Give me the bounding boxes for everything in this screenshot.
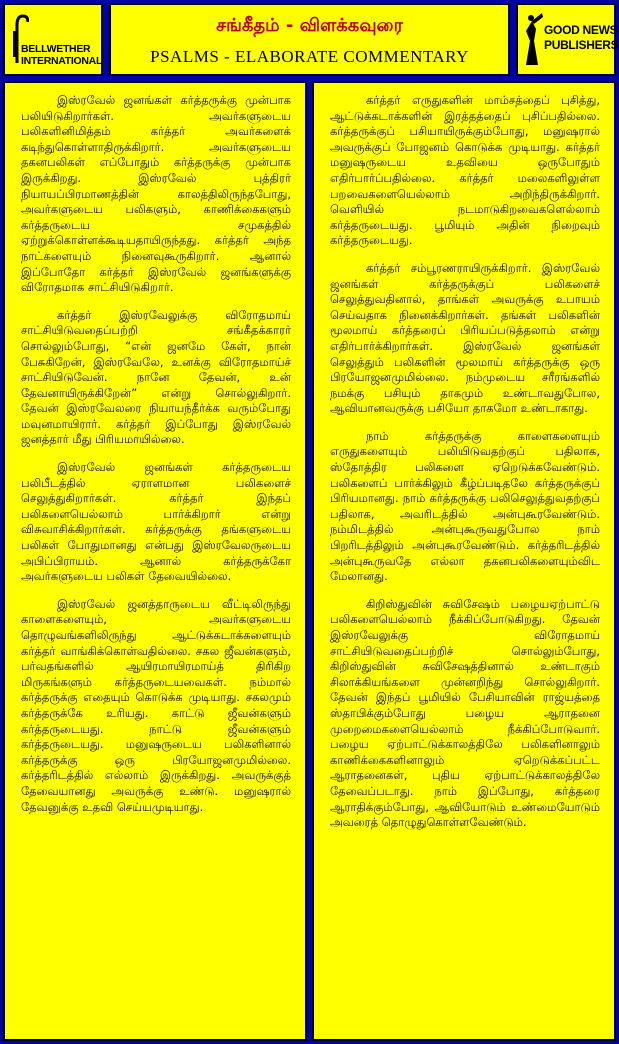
logo-good-news bbox=[516, 3, 619, 76]
logo-left-line1: BELLWETHER bbox=[21, 43, 91, 55]
logo-bellwether bbox=[3, 3, 103, 76]
left-column bbox=[3, 81, 307, 1041]
title-english: PSALMS - ELABORATE COMMENTARY bbox=[150, 47, 469, 66]
paragraph: கர்த்தர் எருதுகளின் மாம்சத்தைப் புசித்து, ஆட்டுக்கடாக்களின் இரத்தத்தைப் புசிப்பதில்லை. கர்த்தருக்குப் பசியாயிருக்கும்போது, மனுஷரால் அவருக்குப் போஜனம் கொடுக்க முடியாது. கர்த்தர் மனுஷருடைய உதவியை ஒருபோதும் எதிர்பார்ப்பதில்லை. கர்த்தர் மலைகளிலுள்ள பறவைகளையெல்லாம் அறிந்திருக்கிறார். வெளியில் நடமாடுகிறவைகளெல்லாம் கர்த்தருடையது. பூமியும் அதின் நிறைவும் கர்த்தருடையது. bbox=[330, 93, 600, 248]
logo-left-line2: INTERNATIONAL bbox=[21, 55, 103, 67]
logo-right-line1: GOOD NEWS bbox=[544, 23, 618, 37]
logo-right-text bbox=[544, 23, 618, 53]
paragraph: இஸ்ரவேல் ஜனங்கள் கர்த்தருடைய பலிபீடத்தில் ஏராளமான பலிகளைச் செலுத்துகிறார்கள். கர்த்தர் இந்தப் பலிகளையெல்லாம் பார்க்கிறார் என்று விசுவாசிக்கிறார்கள். கர்த்தருக்கு தங்களுடைய பலிகள் போதுமானது என்பது இஸ்ரவேலருடைய அபிப்பிராயம். ஆனால் கர்த்தருக்கோ அவர்களுடைய பலிகள் தேவையில்லை. bbox=[21, 460, 291, 584]
title-tamil: சங்கீதம் - விளக்கவுரை bbox=[216, 15, 403, 36]
trumpet-angel-icon bbox=[522, 11, 544, 67]
paragraph: கிறிஸ்துவின் சுவிசேஷம் பழையஏற்பாட்டு பலிகளையெல்லாம் நீக்கிப்போடுகிறது. தேவன் இஸ்ரவேலுக்கு விரோதமாய் சாட்சியிடுவதைப்பற்றிச் சொல்லும்போது, கிறிஸ்துவின் சுவிசேஷத்தினால் உண்டாகும் சிலாக்கியங்களை முன்னறிந்து சொல்லுகிறார். தேவன் இந்தப் பூமியில் பேசியாவின் ராஜ்யத்தை ஸ்தாபிக்கும்போது பழைய ஆராதனை முறைமைகளையெல்லாம் நீக்கிப்போடுவார். பழைய ஏற்பாட்டுக்காலத்திலே பலிகளினாலும் காணிக்கைகளினாலும் ஏறெடுக்கப்பட்ட ஆராதனைகள், புதிய ஏற்பாட்டுக்காலத்திலே தேவைப்படாது. நாம் இப்போது, கர்த்தரை ஆராதிக்கும்போது, ஆவியோடும் உண்மையோடும் அவரைத் தொழுதுகொள்ளவேண்டும். bbox=[330, 596, 600, 830]
logo-right-line2: PUBLISHERS bbox=[544, 38, 619, 52]
logo-left-text bbox=[21, 43, 102, 67]
page-header bbox=[109, 3, 510, 76]
paragraph: கர்த்தர் சம்பூரணராயிருக்கிறார். இஸ்ரவேல் ஜனங்கள் கர்த்தருக்குப் பலிகளைச் செலுத்துவதினால், தாங்கள் அவருக்கு உபாயம் செய்வதாக நினைக்கிறார்கள். தங்கள் பலிகளின் மூலமாய் கர்த்தரைப் பிரியப்படுத்தலாம் என்று எதிர்பார்க்கிறார்கள். இஸ்ரவேல் ஜனங்கள் செலுத்தும் பலிகளின் மூலமாய் கர்த்தருக்கு ஒரு பிரயோஜனமுமில்லை. நம்முடைய சரீரங்களில் நமக்கு பசியும் தாகமும் உண்டாவதுபோல, ஆவியானவருக்கு பசியோ தாகமோ உண்டாகாது. bbox=[330, 260, 600, 416]
paragraph: கர்த்தர் இஸ்ரவேலுக்கு விரோதமாய் சாட்சியிடுவதைப்பற்றி சங்கீதக்காரர் சொல்லும்போது, “என் ஜனமே கேள், நான் பேசுகிறேன், இஸ்ரவேலே, உனக்கு விரோதமாய்ச் சாட்சியிடுவேன். நானே தேவன், உன் தேவனாயிருக்கிறேன்” என்று சொல்லுகிறார். தேவன் இஸ்ரவேலரை நியாயந்தீர்க்க வரும்போது மவுனமாயிரார். கர்த்தர் இப்போது இஸ்ரவேல் ஜனத்தார் மீது பிரியமாயில்லை. bbox=[21, 307, 291, 447]
paragraph: நாம் கர்த்தருக்கு காளைகளையும் எருதுகளையும் பலியிடுவதற்குப் பதிலாக, ஸ்தோத்திர பலிகளை ஏறெடுக்கவேண்டும். பலிகளைப் பார்க்கிலும் கீழ்ப்படிதலே கர்த்தருக்குப் பிரியமானது. நாம் கர்த்தருக்கு பலிசெலுத்துவதற்குப் பதிலாக, அவரிடத்தில் அன்புகூரவேண்டும். நம்மிடத்தில் அன்புகூருவதுபோல நாம் பிறரிடத்திலும் அன்புகூரவேண்டும். கர்த்தரிடத்தில் அன்புகூருவதே எல்லா தகனபலிகளையும்விட மேலானது. bbox=[330, 428, 600, 584]
paragraph: இஸ்ரவேல் ஜனங்கள் கர்த்தருக்கு முன்பாக பலியிடுகிறார்கள். அவர்களுடைய பலிகளினிமித்தம் கர்த்தர் அவர்களைக் கடிந்துகொள்ளாதிருக்கிறார். அவர்களுடைய தகனபலிகள் எப்போதும் கர்த்தருக்கு முன்பாக இருக்கிறது. இஸ்ரவேல் புத்திரர் நியாயப்பிரமாணத்தின் காலத்திலிருந்தபோது, அவர்களுடைய பலிகளும், காணிக்கைகளும் கர்த்தருடைய சமுகத்தில் ஏற்றுக்கொள்ளக்கூடியதாயிருந்தது. கர்த்தர் அந்த நாட்களையும் நினைவுகூருகிறார். ஆனால் இப்போதோ கர்த்தர் இஸ்ரவேல் ஜனங்களுக்கு விரோதமாக சாட்சியிடுகிறார். bbox=[21, 93, 291, 295]
paragraph: இஸ்ரவேல் ஜனத்தாருடைய வீட்டிலிருந்து காளைகளையும், அவர்களுடைய தொழுவங்களிலிருந்து ஆட்டுக்கடாக்களையும் கர்த்தர் வாங்கிக்கொள்வதில்லை. சகல ஜீவன்களும், பர்வதங்களில் ஆயிரமாயிரமாய்த் திரிகிற மிருகங்களும் கர்த்தருடையவைகள். நம்மால் கர்த்தருக்கு எதையும் கொடுக்க முடியாது. சகலமும் கர்த்தருக்கே உரியது. காட்டு ஜீவன்களும் கர்த்தருடையது. நாட்டு ஜீவன்களும் கர்த்தருடையது. மனுஷருடைய பலிகளினால் கர்த்தருக்கு ஒரு பிரயோஜனமுமில்லை. கர்த்தரிடத்தில் எல்லாம் இருக்கிறது. அவருக்குத் தேவையானது அவருக்கு உண்டு. மனுஷரால் தேவனுக்கு உதவி செய்யமுடியாது. bbox=[21, 596, 291, 814]
right-column bbox=[312, 81, 616, 1041]
